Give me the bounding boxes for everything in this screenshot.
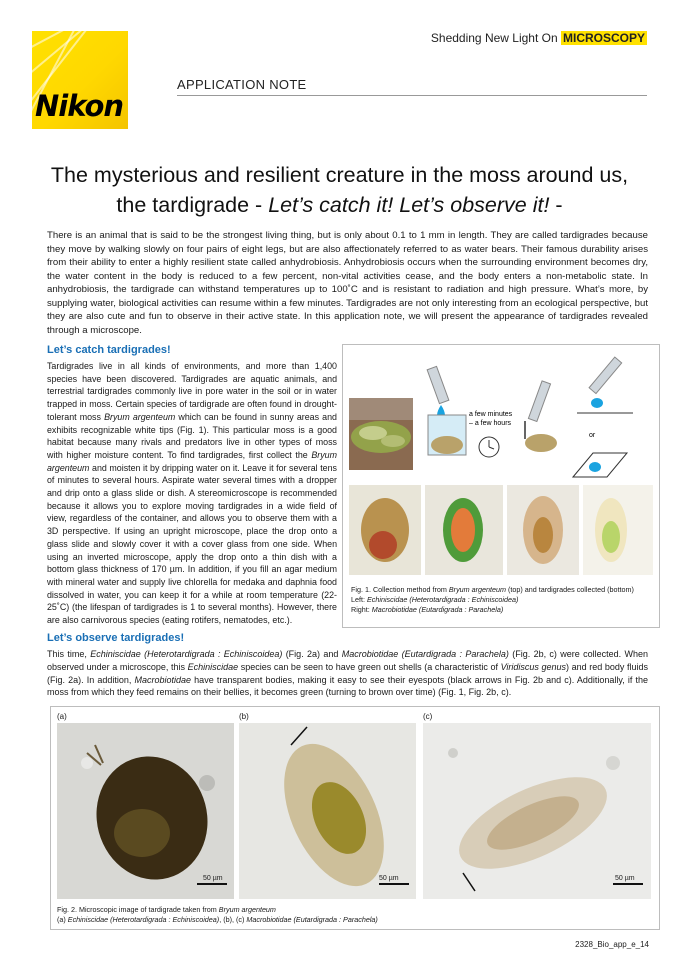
panel-c-label: (c) xyxy=(423,712,433,721)
scale-bar-b xyxy=(379,883,409,885)
aspirate-dropper-icon xyxy=(528,381,550,422)
observe-paragraph xyxy=(47,648,648,699)
section-label: APPLICATION NOTE xyxy=(177,77,307,92)
slide-drop-icon xyxy=(589,462,601,472)
micrograph-c-image xyxy=(423,723,651,899)
fig1-cap-right-prefix: Right: xyxy=(351,605,372,614)
fig1-cap-end: (top) and tardigrades collected (bottom) xyxy=(506,585,634,594)
observe-heading: Let’s observe tardigrades! xyxy=(47,632,185,644)
nikon-logo xyxy=(32,31,128,129)
intro-paragraph: There is an animal that is said to be the strongest living thing, but is only about 0.1 to 1 mm in length. They are called tardigrades because they move by walking slowly on four pairs of eight legs, but are also affectionately referred to as water bears. Their famous durability arises from their ability to enter a highly resilient state called anhydrobiosis. Anhydrobiosis occurs when the surrounding environment becomes dry, the water content in the body is reduced to a few percent, non-vital activities cease, and the body enters a non-metabolic state. In anhydrobiosis, the tardigrade can withstand temperatures up to 100˚C and is resistant to radiation and high pressure. What’s more, by supplying water, biological activities can resume within a few minutes. Tardigrades are not only interesting from an ecological perspective, but they are also cute and fun to observe in their active state. In this application note, we will present the appearance of tardigrades revealed through a microscope. xyxy=(47,230,648,336)
brand-name: Nikon xyxy=(35,89,124,123)
catch-text-3: and moisten it by dripping water on it. Leave it for several tens of minutes to several hours. Aspirate water several times with a dropper and drip onto a glass slide or dish. A stereomicroscope is recommended because it allows you to explore moving tardigrades in a wide field of view, regardless of the container, and allows you to observe them with a 3D perspective. If using an upright microscope, place the drop onto a glass slide and slowly cover it with a cover glass from one side. When using an inverted microscope, apply the drop onto a thin dish with a bottom glass thickness of 170 µm. In addition, if you fill an agar medium with mineral water and supply live chlorella for medaka and daphnia food dissolved in water, you can keep it for a while at room temperature (22-25˚C) (the lifespan of tardigrades is 1 to several months). However, there are also carnivorous species (eating rotifers, nematodes, etc.). xyxy=(47,462,337,626)
scale-label-c: 50 µm xyxy=(615,875,635,882)
drop-icon xyxy=(591,398,603,408)
document-code: 2328_Bio_app_e_14 xyxy=(575,940,649,949)
moss-photo xyxy=(349,398,413,470)
observe-species-4: Viridiscus genus xyxy=(500,661,567,672)
fig2-cap-species-a: Echiniscidae (Heterotardigrada : Echiniscoidea) xyxy=(67,915,220,924)
scale-bar-a xyxy=(197,883,227,885)
observe-species-5: Macrobiotidae xyxy=(134,674,192,685)
fig2-cap-text: Fig. 2. Microscopic image of tardigrade taken from xyxy=(57,905,219,914)
observe-text-d: species can be seen to have green out shells (a characteristic of xyxy=(238,661,501,672)
figure-1 xyxy=(342,344,660,628)
micrograph-a xyxy=(57,723,234,899)
tagline-highlight: MICROSCOPY xyxy=(562,31,645,45)
title-italic: Let’s catch it! Let’s observe it! xyxy=(268,193,550,217)
observe-text-b: (Fig. 2a) and xyxy=(282,649,342,659)
fig1-cap-species: Bryum argenteum xyxy=(448,585,506,594)
catch-text-1: Tardigrades live in all kinds of environments, and more than 1,400 species have been discovered. Tardigrades are aquatic animals, and terrestrial tardigrades commonly live in pore water in the soil or in water trapped in moss. Certain species of tardigrade are often found in drought-tolerant moss xyxy=(47,361,337,422)
figure-2 xyxy=(50,706,660,930)
fig2-cap-species: Bryum argenteum xyxy=(218,905,276,914)
time-label-1: a few minutes xyxy=(469,411,513,418)
panel-a-label: (a) xyxy=(57,712,67,721)
page-title xyxy=(40,160,639,220)
scale-label-a: 50 µm xyxy=(203,875,223,882)
figure-2-caption xyxy=(57,905,652,925)
observe-text-a: This time, xyxy=(47,649,91,659)
fig2-cap-bc: , (b), (c) xyxy=(219,915,247,924)
catch-species-2: Bryum argenteum xyxy=(47,449,337,473)
time-label-2: – a few hours xyxy=(469,420,512,427)
title-line-2 xyxy=(40,190,639,220)
fig1-cap-left-prefix: Left: xyxy=(351,595,367,604)
micrograph-b xyxy=(239,723,416,899)
or-label: or xyxy=(589,432,596,439)
micrograph-b-image xyxy=(239,723,416,899)
header-divider xyxy=(177,95,647,96)
scale-label-b: 50 µm xyxy=(379,875,399,882)
catch-paragraph xyxy=(47,360,337,627)
observe-species-2: Macrobiotidae (Eutardigrada : Parachela) xyxy=(341,649,509,659)
catch-species-1: Bryum argenteum xyxy=(104,411,176,422)
observe-text-e: ) and red body fluids (Fig. 2a). In addition, xyxy=(47,661,648,685)
panel-b-label: (b) xyxy=(239,712,249,721)
fig2-cap-a: (a) xyxy=(57,915,68,924)
scale-bar-c xyxy=(613,883,643,885)
aspirate-moss-icon xyxy=(525,434,557,452)
title-line-1: The mysterious and resilient creature in the moss around us, xyxy=(50,163,629,187)
fig2-cap-species-bc: Macrobiotidae (Eutardigrada : Parachela) xyxy=(246,915,378,924)
catch-text-2: which can be found in sunny areas and exhibits recognizable white tips (Fig. 1). This particular moss is a good habitat because many rivals and predators live in other types of moss with higher moisture content. To find tardigrades, first collect the xyxy=(47,411,337,460)
observe-species-1: Echiniscidae (Heterotardigrada : Echiniscoidea) xyxy=(90,649,283,659)
micrograph-c xyxy=(423,723,651,899)
tagline xyxy=(431,31,647,45)
title-end: - xyxy=(549,193,563,217)
micrograph-a-image xyxy=(57,723,234,899)
wet-moss-icon xyxy=(431,436,463,454)
fig1-cap-right: Macrobiotidae (Eutardigrada : Parachela) xyxy=(371,605,504,614)
figure-1-caption xyxy=(351,585,651,615)
observe-species-3: Echiniscidae xyxy=(187,661,239,672)
tagline-prefix: Shedding New Light On xyxy=(430,31,558,45)
observe-text-f: have transparent bodies, making it easy to see their eyespots (black arrows in Fig. 2b and c). Additionally, if the moss from which they feed remains on their bellies, it becomes green (turning to brown over time) (Fig. 1, Fig. 2b, c). xyxy=(47,674,648,698)
title-plain: the tardigrade - xyxy=(116,193,269,217)
catch-heading: Let’s catch tardigrades! xyxy=(47,344,171,356)
dish-dropper-icon xyxy=(589,357,622,393)
fig1-cap-text: Fig. 1. Collection method from xyxy=(351,585,449,594)
fig1-cap-left: Echiniscidae (Heterotardigrada : Echiniscoidea) xyxy=(366,595,519,604)
observe-text-c: (Fig. 2b, c) were collected. When observed under a microscope, this xyxy=(47,649,648,672)
